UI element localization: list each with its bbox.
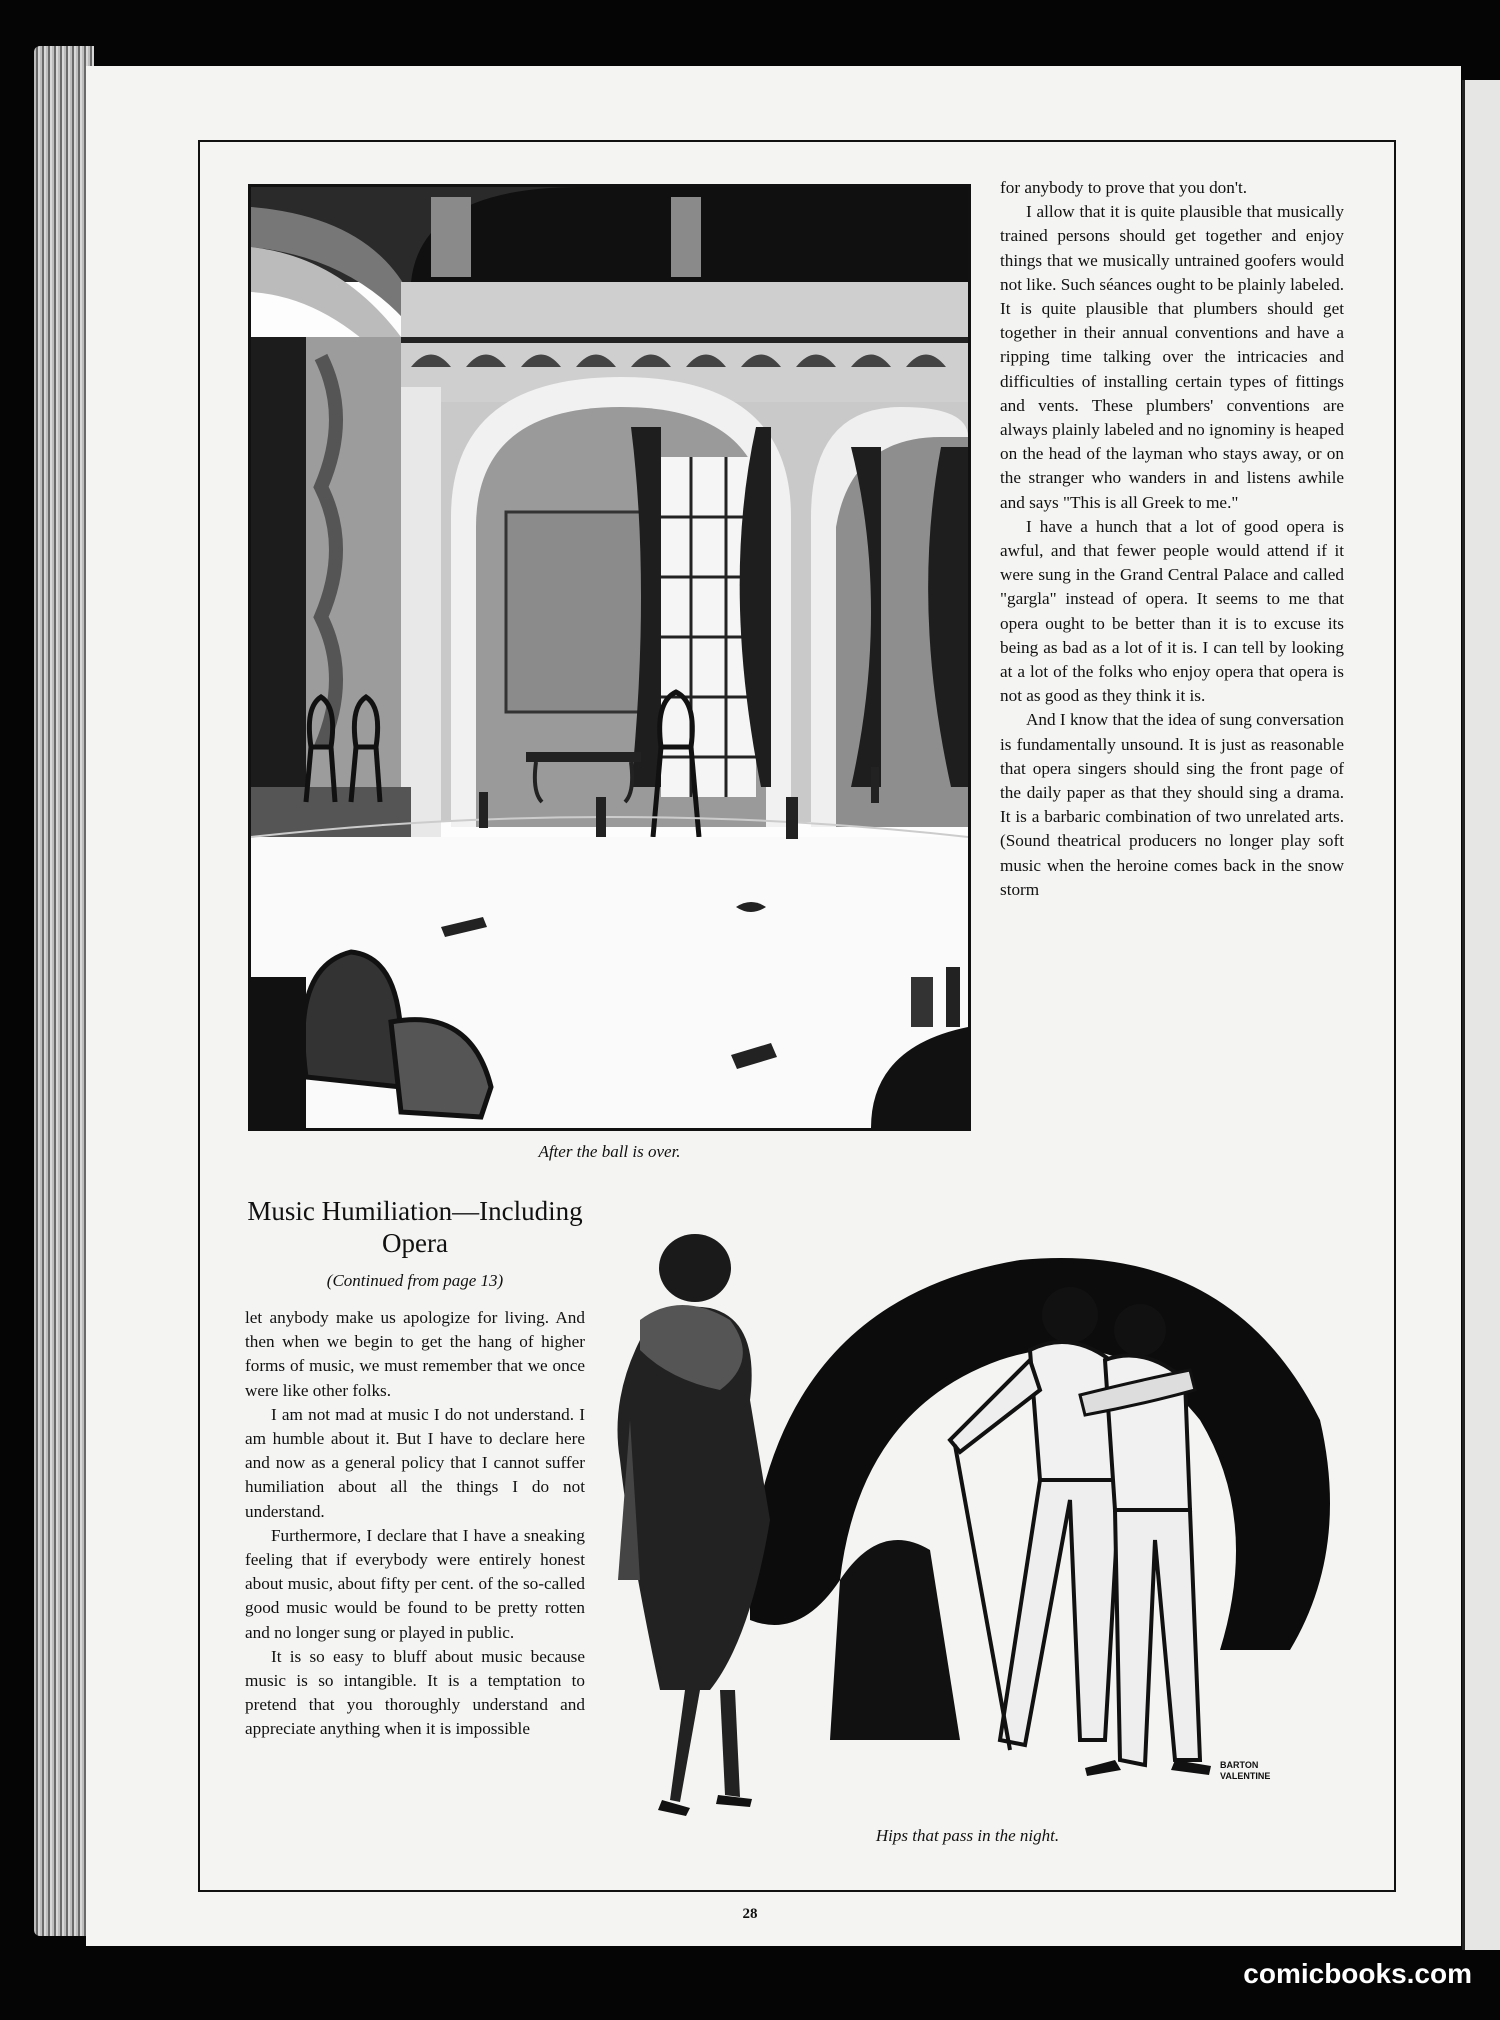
right-column-paragraph: I allow that it is quite plausible that musically trained persons should get together and enjoy things that we musically untrained goofers would not like. Such séances ought to be plainly labeled. It is quite plausible that plumbers should get together in their annual conventions and have a ripping time talking over the intricacies and difficulties of installing certain types of fittings and vents. These plumbers' conventions are always plainly labeled and no ignominy is heaped on the head of the layman who stays away, or on the stranger who wanders in and listens awhile and says "This is all Greek to me." (1000, 202, 1344, 512)
book-page-edges (34, 46, 94, 1936)
illustration-ballroom (248, 184, 971, 1131)
article-headline-block (245, 1195, 585, 1291)
illustration-three-figures-caption: Hips that pass in the night. (875, 1826, 1060, 1845)
left-column-paragraph: It is so easy to bluff about music because music is so intangible. It is a temptation to pretend that you thoroughly understand and appreciate anything when it is impossible (245, 1646, 585, 1739)
left-column-paragraph: Furthermore, I declare that I have a sneaking feeling that if everybody were entirely honest about music, about fifty per cent. of the so-called good music would be found to be pretty rotten and no longer sung or played in public. (245, 1525, 585, 1642)
right-column-paragraph: And I know that the idea of sung conversation is fundamentally unsound. It is just as reasonable that opera singers should sing the front page of the daily paper as that they should sing a drama. It is a barbaric combination of two unrelated arts. (Sound theatrical producers no longer play soft music when the heroine comes back in the snow storm (1000, 710, 1344, 899)
continued-from-note: (Continued from page 13) (326, 1271, 504, 1290)
left-column-paragraph: I am not mad at music I do not understand. I am humble about it. But I have to declare here and now as a general policy that I cannot suffer humiliation about all the things I do not understand. (245, 1404, 585, 1521)
illustration-three-figures (600, 1220, 1335, 1840)
right-column-paragraph: for anybody to prove that you don't. (1000, 178, 1248, 197)
page-number: 28 (742, 1906, 758, 1922)
article-right-column (1000, 176, 1344, 902)
left-column-paragraph: let anybody make us apologize for living. And then when we begin to get the hang of higher forms of music, we must remember that we once were like other folks. (245, 1308, 585, 1400)
article-headline: Music Humiliation—Including Opera (247, 1196, 583, 1258)
illustration-ballroom-caption: After the ball is over. (538, 1142, 681, 1161)
site-watermark: comicbooks.com (1243, 1958, 1472, 1989)
article-left-column (245, 1306, 585, 1742)
right-column-paragraph: I have a hunch that a lot of good opera is awful, and that fewer people would attend if it were sung in the Grand Central Palace and called "gargla" instead of opera. It seems to me that opera ought to be better than it is to excuse its being as bad as a lot of it is. I can tell by looking at a lot of the folks who enjoy opera that opera is not as good as they think it is. (1000, 516, 1344, 706)
facing-page-edge (1462, 80, 1500, 1950)
artist-signature: BARTON VALENTINE (1220, 1760, 1271, 1781)
